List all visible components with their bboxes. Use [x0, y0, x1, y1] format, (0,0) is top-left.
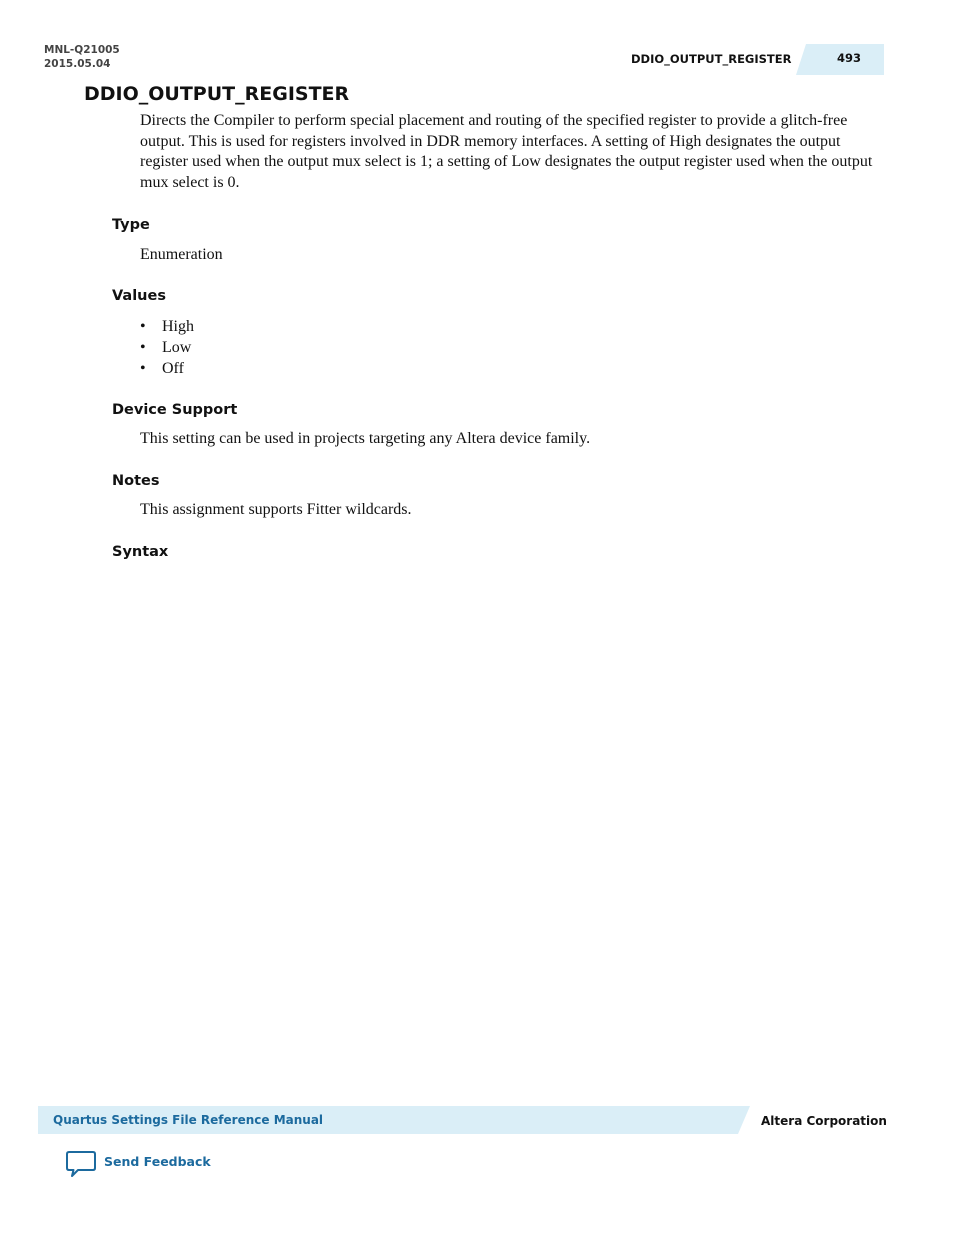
value-item-text: High — [162, 318, 194, 335]
footer-company: Altera Corporation — [761, 1114, 887, 1128]
device-support-heading: Device Support — [112, 402, 238, 418]
description-paragraph: Directs the Compiler to perform special placement and routing of the specified register to provide a glitch-free output. This is used for registers involved in DDR memory interfaces. A setting of High designates the output register used when the output mux select is 1; a setting of Low designates the output register used when the output mux select is 0. — [140, 112, 873, 192]
bullet-icon: • — [140, 339, 146, 356]
notes-text: This assignment supports Fitter wildcards. — [140, 501, 412, 518]
page-number: 493 — [836, 51, 861, 65]
page-number-tab — [796, 44, 884, 75]
list-item — [140, 337, 194, 358]
notes-heading: Notes — [112, 473, 160, 489]
value-item-text: Off — [162, 360, 184, 377]
values-list — [140, 316, 194, 379]
bullet-icon: • — [140, 318, 146, 335]
send-feedback-label[interactable]: Send Feedback — [104, 1154, 211, 1169]
list-item — [140, 358, 194, 379]
syntax-heading: Syntax — [112, 544, 169, 560]
footer-manual-title: Quartus Settings File Reference Manual — [53, 1113, 324, 1127]
page-title: DDIO_OUTPUT_REGISTER — [84, 83, 350, 105]
document-date: 2015.05.04 — [44, 58, 111, 70]
document-id: MNL-Q21005 — [44, 44, 120, 56]
value-item-text: Low — [162, 339, 192, 356]
running-header-section: DDIO_OUTPUT_REGISTER — [631, 52, 792, 66]
list-item — [140, 316, 194, 337]
type-value: Enumeration — [140, 246, 223, 263]
speech-bubble-icon[interactable] — [66, 1150, 96, 1178]
type-heading: Type — [112, 217, 150, 233]
device-support-text: This setting can be used in projects targeting any Altera device family. — [140, 430, 591, 447]
bullet-icon: • — [140, 360, 146, 377]
document-id-block — [44, 43, 120, 71]
values-heading: Values — [112, 288, 166, 304]
